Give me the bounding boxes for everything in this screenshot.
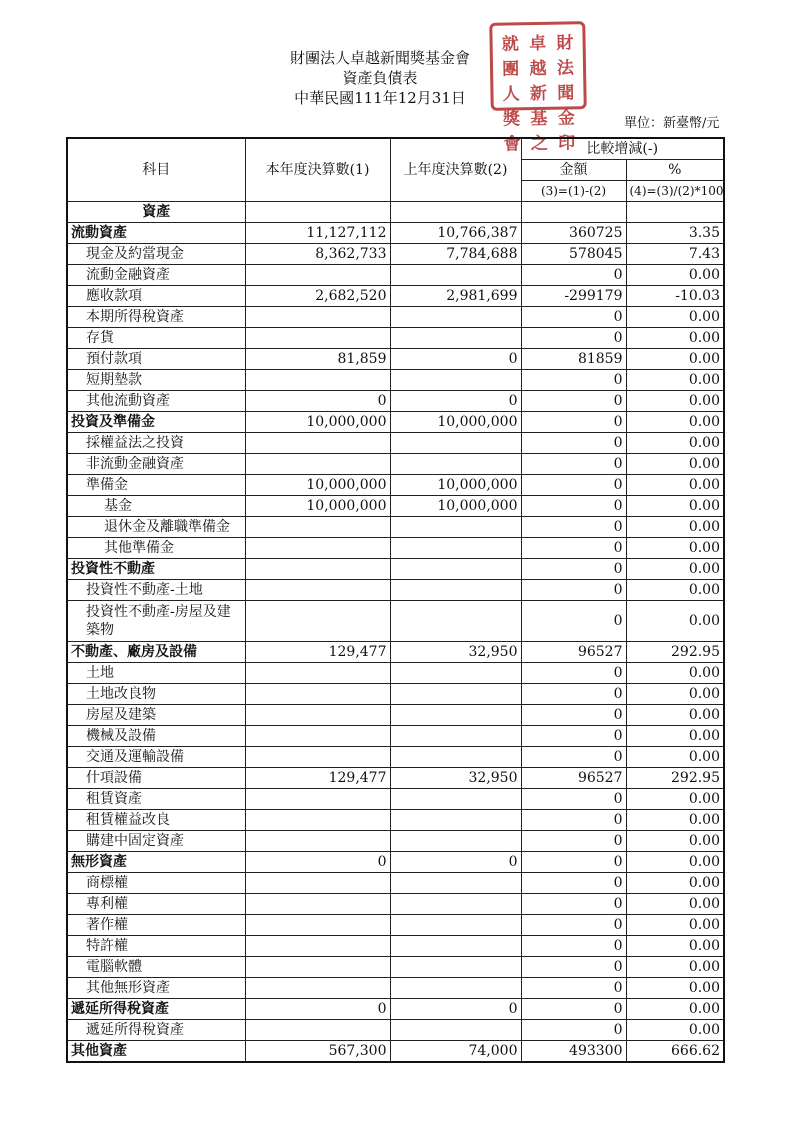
table-row [67, 244, 724, 265]
row-change-amount: 0 [521, 663, 626, 684]
row-change-percent: 0.00 [626, 538, 724, 559]
row-current-amount [245, 454, 390, 475]
row-change-percent: 0.00 [626, 726, 724, 747]
table-row [67, 873, 724, 894]
row-change-percent: 0.00 [626, 580, 724, 601]
table-row [67, 1020, 724, 1041]
table-row [67, 789, 724, 810]
row-prior-amount [390, 202, 521, 223]
row-change-amount: 0 [521, 454, 626, 475]
row-subject: 土地改良物 [67, 684, 245, 705]
row-subject: 預付款項 [67, 349, 245, 370]
row-change-percent: 0.00 [626, 810, 724, 831]
row-subject: 流動資產 [67, 223, 245, 244]
table-row [67, 810, 724, 831]
table-row [67, 894, 724, 915]
row-prior-amount: 0 [390, 999, 521, 1020]
row-change-amount: 0 [521, 517, 626, 538]
table-row [67, 936, 724, 957]
row-subject: 現金及約當現金 [67, 244, 245, 265]
row-prior-amount [390, 684, 521, 705]
row-change-percent: 0.00 [626, 999, 724, 1020]
table-row [67, 768, 724, 789]
row-change-amount: 0 [521, 915, 626, 936]
table-row [67, 978, 724, 999]
seal-character: 新 [529, 83, 548, 105]
row-prior-amount [390, 936, 521, 957]
row-subject: 其他無形資產 [67, 978, 245, 999]
row-prior-amount: 7,784,688 [390, 244, 521, 265]
row-current-amount [245, 684, 390, 705]
row-change-amount: 0 [521, 810, 626, 831]
row-change-amount: 0 [521, 391, 626, 412]
row-subject: 不動產、廠房及設備 [67, 642, 245, 663]
table-row [67, 412, 724, 433]
row-change-amount: 0 [521, 936, 626, 957]
row-change-amount: 0 [521, 307, 626, 328]
subject-header: 科目 [67, 138, 245, 202]
seal-character: 財 [556, 33, 574, 54]
row-subject: 其他流動資產 [67, 391, 245, 412]
row-change-amount: 0 [521, 1020, 626, 1041]
row-subject: 應收款項 [67, 286, 245, 307]
row-current-amount [245, 517, 390, 538]
row-prior-amount [390, 705, 521, 726]
current-year-header: 本年度決算數(1) [245, 138, 390, 202]
row-current-amount: 0 [245, 852, 390, 873]
row-change-percent: 0.00 [626, 894, 724, 915]
seal-character: 聞 [557, 83, 575, 104]
table-row [67, 265, 724, 286]
row-change-percent: 0.00 [626, 328, 724, 349]
row-current-amount [245, 957, 390, 978]
row-change-percent: 292.95 [626, 768, 724, 789]
comparison-header: 比較增減(-) [521, 138, 724, 160]
row-change-amount: 0 [521, 328, 626, 349]
row-subject: 購建中固定資產 [67, 831, 245, 852]
seal-character: 卓 [528, 33, 547, 55]
row-subject: 基金 [67, 496, 245, 517]
seal-character: 團 [502, 59, 520, 80]
row-prior-amount [390, 831, 521, 852]
table-row [67, 852, 724, 873]
row-current-amount: 567,300 [245, 1041, 390, 1063]
row-current-amount [245, 936, 390, 957]
row-subject: 資產 [67, 202, 245, 223]
row-prior-amount [390, 810, 521, 831]
table-row [67, 663, 724, 684]
row-subject: 房屋及建築 [67, 705, 245, 726]
row-prior-amount: 10,000,000 [390, 496, 521, 517]
table-row [67, 307, 724, 328]
report-date: 中華民國111年12月31日 [294, 89, 466, 107]
table-row [67, 726, 724, 747]
amount-formula: (3)=(1)-(2) [521, 181, 626, 202]
row-change-percent: 0.00 [626, 957, 724, 978]
row-prior-amount [390, 328, 521, 349]
row-prior-amount [390, 538, 521, 559]
row-prior-amount [390, 559, 521, 580]
row-change-amount [521, 202, 626, 223]
row-subject: 交通及運輸設備 [67, 747, 245, 768]
table-row [67, 433, 724, 454]
row-change-percent: 0.00 [626, 789, 724, 810]
row-subject: 土地 [67, 663, 245, 684]
row-change-percent: 0.00 [626, 391, 724, 412]
row-subject: 機械及設備 [67, 726, 245, 747]
row-current-amount [245, 978, 390, 999]
row-change-percent: 0.00 [626, 684, 724, 705]
row-subject: 投資性不動產 [67, 559, 245, 580]
table-row [67, 538, 724, 559]
row-subject: 特許權 [67, 936, 245, 957]
row-change-percent: -10.03 [626, 286, 724, 307]
table-row [67, 705, 724, 726]
row-current-amount [245, 265, 390, 286]
percent-formula: (4)=(3)/(2)*100 [626, 181, 724, 202]
table-row [67, 831, 724, 852]
row-change-amount: 96527 [521, 642, 626, 663]
row-subject: 準備金 [67, 475, 245, 496]
row-change-percent: 0.00 [626, 496, 724, 517]
row-change-percent: 0.00 [626, 454, 724, 475]
row-subject: 退休金及離職準備金 [67, 517, 245, 538]
row-change-percent: 0.00 [626, 663, 724, 684]
seal-character: 之 [530, 133, 549, 155]
row-change-amount: 578045 [521, 244, 626, 265]
row-change-amount: 0 [521, 957, 626, 978]
row-change-amount: 0 [521, 496, 626, 517]
row-current-amount [245, 663, 390, 684]
row-current-amount [245, 894, 390, 915]
row-prior-amount [390, 601, 521, 642]
seal-character: 人 [502, 84, 520, 105]
table-row [67, 202, 724, 223]
organization-name: 財團法人卓越新聞獎基金會 [289, 49, 470, 67]
row-current-amount [245, 538, 390, 559]
report-name: 資產負債表 [342, 69, 418, 87]
row-change-percent [626, 202, 724, 223]
row-subject: 投資及準備金 [67, 412, 245, 433]
table-row [67, 957, 724, 978]
row-change-percent: 0.00 [626, 705, 724, 726]
row-change-percent: 0.00 [626, 601, 724, 642]
table-row [67, 391, 724, 412]
row-prior-amount: 10,000,000 [390, 412, 521, 433]
table-row [67, 349, 724, 370]
table-row [67, 999, 724, 1020]
seal-character: 會 [503, 134, 521, 155]
row-change-percent: 0.00 [626, 1020, 724, 1041]
row-current-amount [245, 726, 390, 747]
seal-character: 基 [530, 108, 548, 130]
row-prior-amount: 74,000 [390, 1041, 521, 1063]
balance-sheet-table [66, 137, 725, 1063]
table-row [67, 1041, 724, 1063]
row-subject: 其他準備金 [67, 538, 245, 559]
row-prior-amount [390, 454, 521, 475]
row-current-amount [245, 705, 390, 726]
table-row [67, 580, 724, 601]
row-current-amount [245, 601, 390, 642]
seal-character: 獎 [502, 109, 521, 130]
row-prior-amount: 10,766,387 [390, 223, 521, 244]
row-change-amount: 0 [521, 433, 626, 454]
row-current-amount [245, 580, 390, 601]
row-change-percent: 0.00 [626, 475, 724, 496]
balance-sheet-body [67, 202, 724, 1063]
row-current-amount [245, 307, 390, 328]
row-change-percent: 0.00 [626, 370, 724, 391]
row-current-amount: 2,682,520 [245, 286, 390, 307]
row-prior-amount [390, 957, 521, 978]
row-subject: 採權益法之投資 [67, 433, 245, 454]
row-subject: 無形資產 [67, 852, 245, 873]
row-prior-amount [390, 978, 521, 999]
row-change-percent: 0.00 [626, 349, 724, 370]
row-current-amount [245, 915, 390, 936]
table-row [67, 454, 724, 475]
row-prior-amount [390, 663, 521, 684]
seal-character: 法 [556, 58, 575, 79]
row-change-amount: 0 [521, 999, 626, 1020]
table-row [67, 601, 724, 642]
row-subject: 租賃資產 [67, 789, 245, 810]
row-current-amount [245, 202, 390, 223]
row-prior-amount [390, 747, 521, 768]
seal-character: 越 [529, 58, 547, 80]
row-current-amount [245, 789, 390, 810]
table-row [67, 496, 724, 517]
table-row [67, 286, 724, 307]
row-change-amount: 0 [521, 747, 626, 768]
prior-year-header: 上年度決算數(2) [390, 138, 521, 202]
row-change-amount: 0 [521, 601, 626, 642]
row-change-amount: 0 [521, 873, 626, 894]
row-prior-amount [390, 789, 521, 810]
row-change-amount: 0 [521, 475, 626, 496]
row-current-amount: 10,000,000 [245, 475, 390, 496]
row-change-amount: 0 [521, 684, 626, 705]
row-current-amount: 0 [245, 999, 390, 1020]
table-row [67, 223, 724, 244]
row-prior-amount: 0 [390, 852, 521, 873]
row-change-amount: 0 [521, 370, 626, 391]
row-change-amount: 0 [521, 559, 626, 580]
row-prior-amount: 32,950 [390, 768, 521, 789]
row-prior-amount: 32,950 [390, 642, 521, 663]
row-change-percent: 0.00 [626, 873, 724, 894]
table-row [67, 684, 724, 705]
row-prior-amount: 10,000,000 [390, 475, 521, 496]
row-current-amount: 129,477 [245, 642, 390, 663]
row-change-percent: 0.00 [626, 559, 724, 580]
row-change-amount: 0 [521, 580, 626, 601]
row-prior-amount [390, 580, 521, 601]
row-current-amount [245, 831, 390, 852]
row-change-percent: 0.00 [626, 265, 724, 286]
row-subject: 什項設備 [67, 768, 245, 789]
row-subject: 短期墊款 [67, 370, 245, 391]
row-change-amount: 0 [521, 852, 626, 873]
row-current-amount: 129,477 [245, 768, 390, 789]
table-row [67, 328, 724, 349]
row-change-amount: 0 [521, 978, 626, 999]
seal-character: 就 [501, 34, 519, 55]
row-prior-amount [390, 873, 521, 894]
row-prior-amount [390, 1020, 521, 1041]
row-prior-amount: 0 [390, 391, 521, 412]
row-change-amount: 96527 [521, 768, 626, 789]
row-change-amount: 0 [521, 705, 626, 726]
row-current-amount: 8,362,733 [245, 244, 390, 265]
row-prior-amount [390, 307, 521, 328]
row-current-amount [245, 747, 390, 768]
table-row [67, 915, 724, 936]
row-prior-amount [390, 915, 521, 936]
table-row [67, 642, 724, 663]
row-change-amount: 81859 [521, 349, 626, 370]
row-change-percent: 0.00 [626, 517, 724, 538]
percent-header: % [626, 160, 724, 181]
row-change-percent: 0.00 [626, 747, 724, 768]
row-change-amount: 0 [521, 894, 626, 915]
row-change-amount: -299179 [521, 286, 626, 307]
row-change-amount: 0 [521, 412, 626, 433]
row-subject: 投資性不動產-土地 [67, 580, 245, 601]
row-current-amount [245, 328, 390, 349]
row-prior-amount: 0 [390, 349, 521, 370]
row-change-percent: 0.00 [626, 978, 724, 999]
row-current-amount: 0 [245, 391, 390, 412]
row-subject: 其他資產 [67, 1041, 245, 1063]
report-title-block [230, 48, 530, 108]
row-subject: 商標權 [67, 873, 245, 894]
row-change-percent: 3.35 [626, 223, 724, 244]
official-seal-stamp [489, 21, 587, 155]
row-current-amount: 10,000,000 [245, 412, 390, 433]
row-change-percent: 666.62 [626, 1041, 724, 1063]
row-change-percent: 0.00 [626, 412, 724, 433]
row-change-amount: 0 [521, 538, 626, 559]
seal-character: 印 [558, 133, 576, 154]
row-change-amount: 0 [521, 265, 626, 286]
row-change-percent: 0.00 [626, 307, 724, 328]
row-prior-amount [390, 517, 521, 538]
table-row [67, 475, 724, 496]
row-current-amount [245, 559, 390, 580]
row-subject: 租賃權益改良 [67, 810, 245, 831]
row-prior-amount [390, 894, 521, 915]
table-row [67, 370, 724, 391]
row-change-percent: 0.00 [626, 852, 724, 873]
row-subject: 遞延所得稅資產 [67, 999, 245, 1020]
row-subject: 著作權 [67, 915, 245, 936]
row-subject: 流動金融資產 [67, 265, 245, 286]
row-current-amount: 81,859 [245, 349, 390, 370]
row-prior-amount: 2,981,699 [390, 286, 521, 307]
row-current-amount [245, 433, 390, 454]
row-change-amount: 360725 [521, 223, 626, 244]
row-prior-amount [390, 265, 521, 286]
row-change-amount: 0 [521, 831, 626, 852]
row-current-amount: 10,000,000 [245, 496, 390, 517]
row-current-amount [245, 370, 390, 391]
row-subject: 本期所得稅資產 [67, 307, 245, 328]
row-change-amount: 0 [521, 789, 626, 810]
row-change-percent: 7.43 [626, 244, 724, 265]
row-change-amount: 0 [521, 726, 626, 747]
row-current-amount [245, 873, 390, 894]
row-change-percent: 0.00 [626, 433, 724, 454]
row-current-amount [245, 1020, 390, 1041]
row-subject: 投資性不動產-房屋及建築物 [67, 601, 245, 642]
table-row [67, 517, 724, 538]
row-current-amount [245, 810, 390, 831]
row-change-amount: 493300 [521, 1041, 626, 1063]
table-row [67, 559, 724, 580]
row-prior-amount [390, 433, 521, 454]
row-current-amount: 11,127,112 [245, 223, 390, 244]
row-subject: 專利權 [67, 894, 245, 915]
row-prior-amount [390, 370, 521, 391]
row-subject: 存貨 [67, 328, 245, 349]
row-prior-amount [390, 726, 521, 747]
row-subject: 非流動金融資產 [67, 454, 245, 475]
currency-unit-note: 單位：新臺幣/元 [624, 116, 720, 131]
row-subject: 電腦軟體 [67, 957, 245, 978]
row-change-percent: 0.00 [626, 915, 724, 936]
seal-character: 金 [557, 108, 575, 129]
table-row [67, 747, 724, 768]
row-change-percent: 0.00 [626, 831, 724, 852]
amount-header: 金額 [521, 160, 626, 181]
row-change-percent: 292.95 [626, 642, 724, 663]
row-subject: 遞延所得稅資產 [67, 1020, 245, 1041]
row-change-percent: 0.00 [626, 936, 724, 957]
